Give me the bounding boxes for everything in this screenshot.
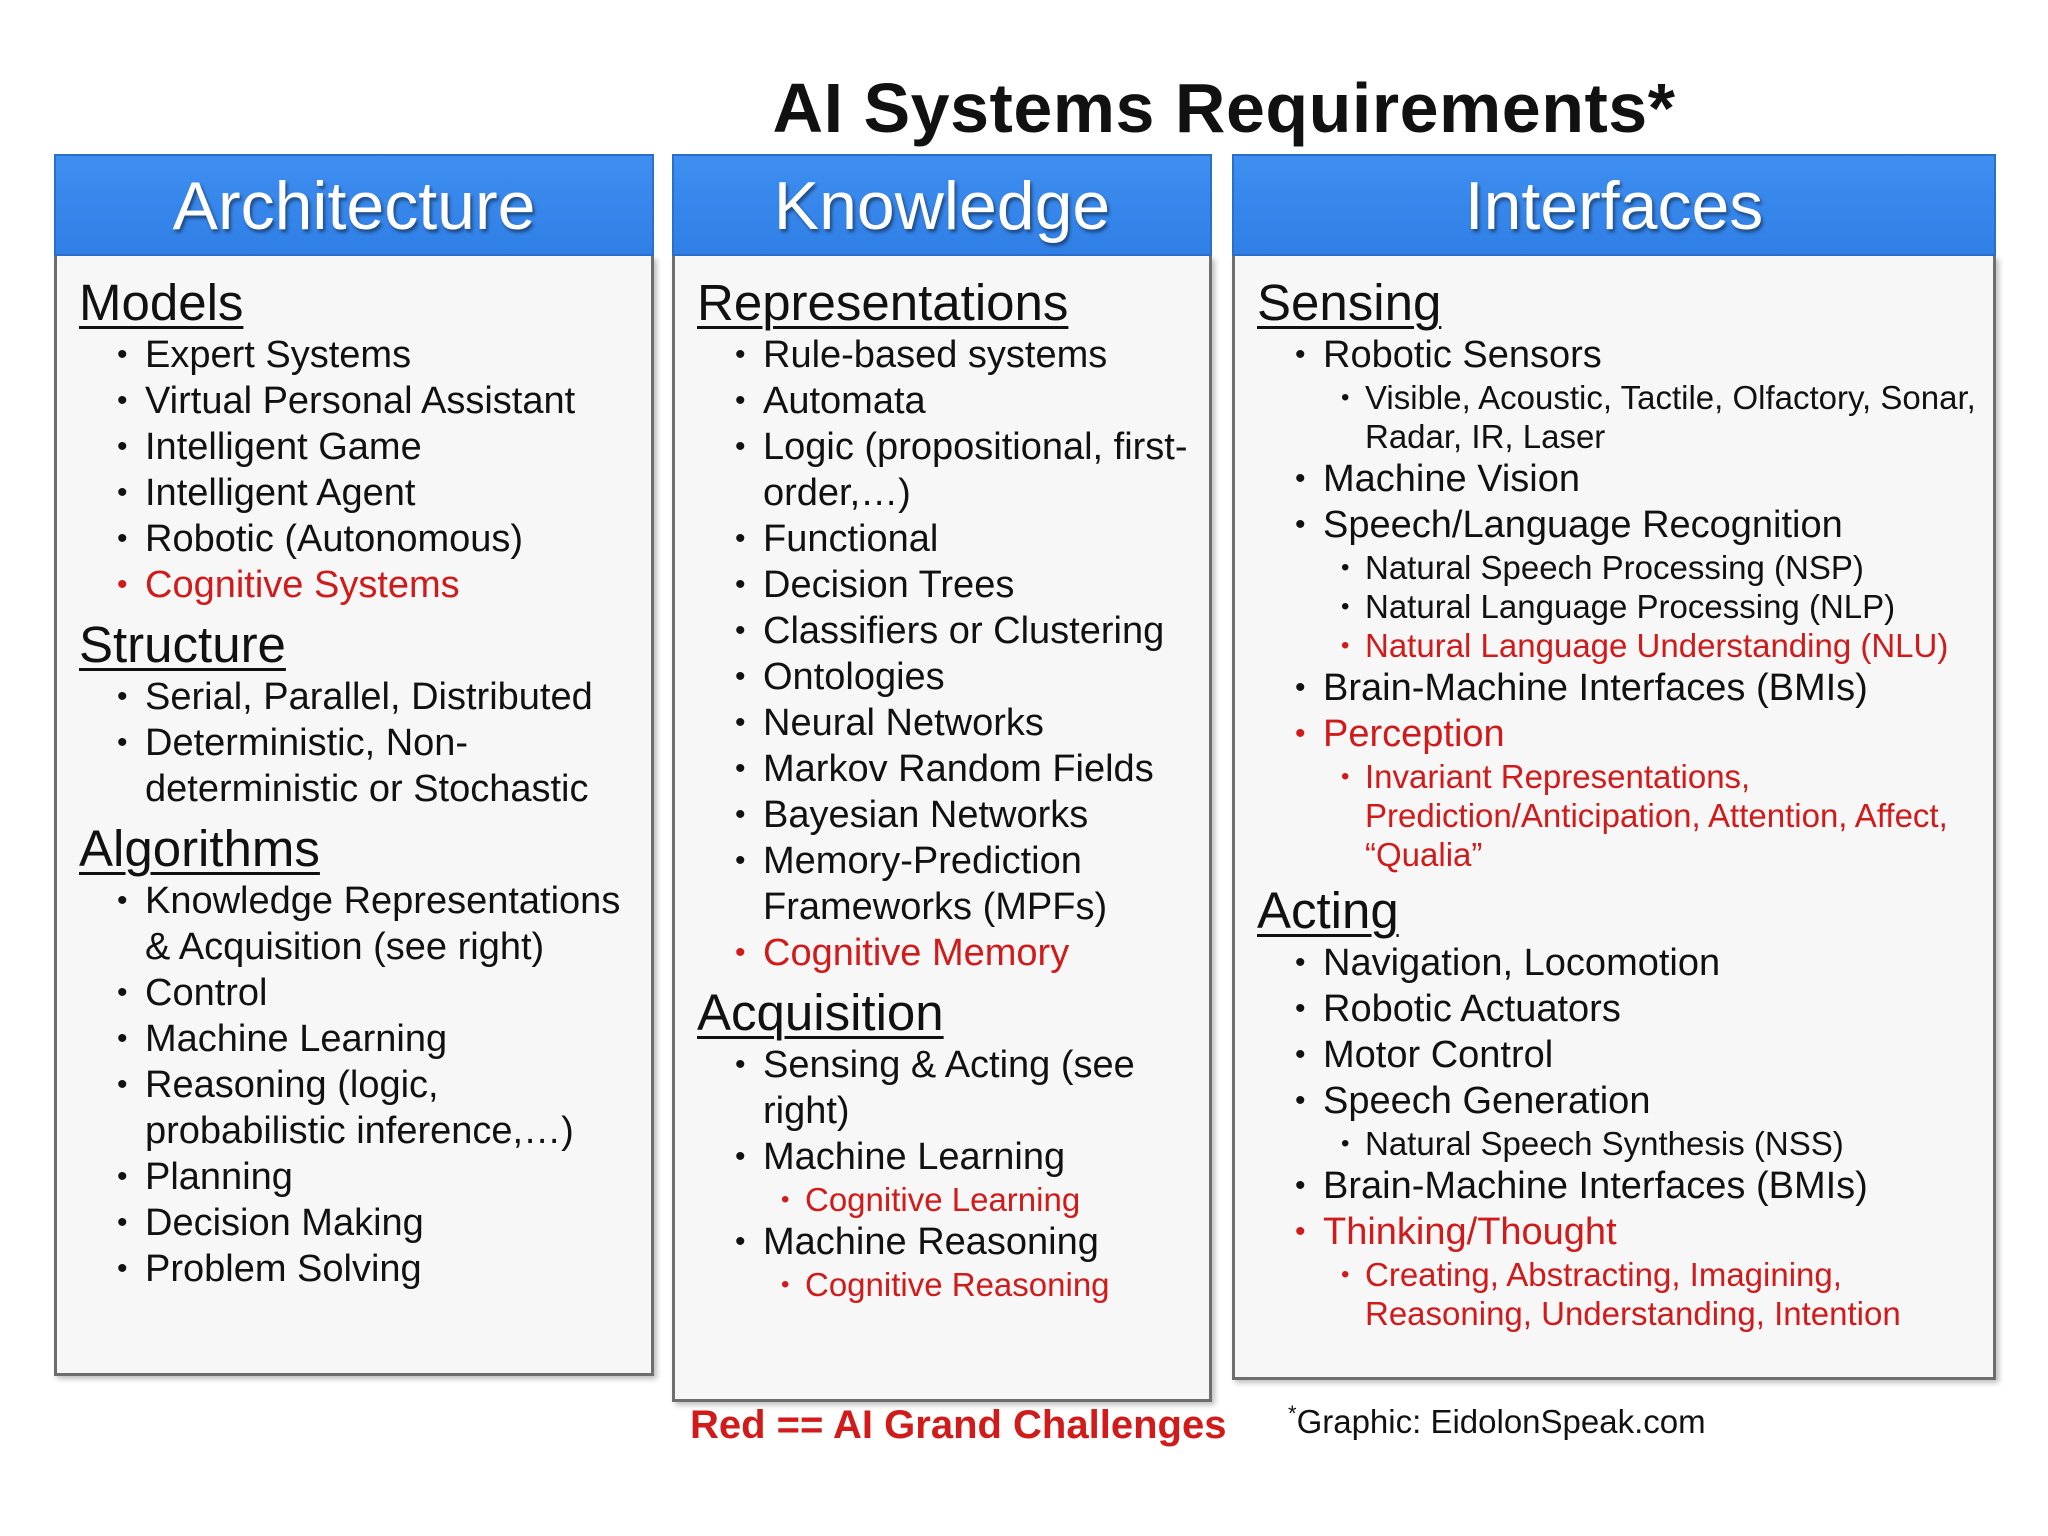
bullet-item: • Knowledge Representations & Acquisition (see right) (79, 878, 637, 970)
bullet-item: • Machine Learning (79, 1016, 637, 1062)
sub-bullet-item: • Creating, Abstracting, Imagining, Reasoning, Understanding, Intention (1257, 1255, 1979, 1333)
section-heading: Representations (697, 274, 1069, 331)
bullet-list (79, 878, 637, 1292)
bullet-item: • Brain-Machine Interfaces (BMIs) (1257, 1163, 1979, 1209)
legend-note: Red == AI Grand Challenges (690, 1403, 1227, 1447)
bullet-item: • Intelligent Agent (79, 470, 637, 516)
section-heading: Structure (79, 616, 286, 673)
bullet-item: • Decision Trees (697, 562, 1195, 608)
bullet-item: • Cognitive Systems (79, 562, 637, 608)
bullet-item: • Navigation, Locomotion (1257, 940, 1979, 986)
bullet-list (1257, 940, 1979, 1333)
bullet-item: • Memory-Prediction Frameworks (MPFs) (697, 838, 1195, 930)
column-body (672, 256, 1212, 1402)
bullet-item: • Intelligent Game (79, 424, 637, 470)
column-header: Interfaces (1232, 154, 1996, 256)
bullet-item: • Expert Systems (79, 332, 637, 378)
bullet-item: • Bayesian Networks (697, 792, 1195, 838)
bullet-item: • Virtual Personal Assistant (79, 378, 637, 424)
bullet-item: • Brain-Machine Interfaces (BMIs) (1257, 665, 1979, 711)
sub-bullet-item: • Cognitive Learning (697, 1180, 1195, 1219)
bullet-item: • Control (79, 970, 637, 1016)
column-body (54, 256, 654, 1376)
credit-asterisk: * (1288, 1401, 1297, 1426)
page-title: AI Systems Requirements* (772, 69, 1676, 147)
bullet-item: • Problem Solving (79, 1246, 637, 1292)
bullet-item: • Automata (697, 378, 1195, 424)
column-knowledge (672, 154, 1212, 1402)
sub-bullet-item: • Natural Language Processing (NLP) (1257, 587, 1979, 626)
sub-bullet-item: • Natural Speech Synthesis (NSS) (1257, 1124, 1979, 1163)
bullet-item: • Markov Random Fields (697, 746, 1195, 792)
bullet-item: • Machine Learning (697, 1134, 1195, 1180)
bullet-item: • Neural Networks (697, 700, 1195, 746)
bullet-list (697, 1042, 1195, 1304)
bullet-item: • Classifiers or Clustering (697, 608, 1195, 654)
sub-bullet-item: • Natural Speech Processing (NSP) (1257, 548, 1979, 587)
graphic-credit (1288, 1392, 1706, 1444)
section-heading: Acting (1257, 882, 1399, 939)
bullet-item: • Speech/Language Recognition (1257, 502, 1979, 548)
sub-bullet-item: • Cognitive Reasoning (697, 1265, 1195, 1304)
credit-text: Graphic: EidolonSpeak.com (1296, 1403, 1706, 1440)
bullet-item: • Planning (79, 1154, 637, 1200)
section-heading: Sensing (1257, 274, 1442, 331)
bullet-item: • Decision Making (79, 1200, 637, 1246)
bullet-item: • Rule-based systems (697, 332, 1195, 378)
sub-bullet-item: • Visible, Acoustic, Tactile, Olfactory, Sonar, Radar, IR, Laser (1257, 378, 1979, 456)
column-interfaces (1232, 154, 1996, 1380)
bullet-item: • Speech Generation (1257, 1078, 1979, 1124)
bullet-item: • Sensing & Acting (see right) (697, 1042, 1195, 1134)
bullet-item: • Serial, Parallel, Distributed (79, 674, 637, 720)
bullet-item: • Perception (1257, 711, 1979, 757)
bullet-item: • Robotic Actuators (1257, 986, 1979, 1032)
bullet-item: • Reasoning (logic, probabilistic inference,…) (79, 1062, 637, 1154)
bullet-item: • Cognitive Memory (697, 930, 1195, 976)
section-heading: Acquisition (697, 984, 944, 1041)
column-architecture (54, 154, 654, 1376)
sub-bullet-item: • Natural Language Understanding (NLU) (1257, 626, 1979, 665)
bullet-item: • Functional (697, 516, 1195, 562)
bullet-item: • Robotic (Autonomous) (79, 516, 637, 562)
sub-bullet-item: • Invariant Representations, Prediction/Anticipation, Attention, Affect, “Qualia” (1257, 757, 1979, 874)
bullet-item: • Machine Vision (1257, 456, 1979, 502)
bullet-item: • Motor Control (1257, 1032, 1979, 1078)
bullet-item: • Ontologies (697, 654, 1195, 700)
bullet-list (697, 332, 1195, 976)
column-header: Knowledge (672, 154, 1212, 256)
bullet-item: • Machine Reasoning (697, 1219, 1195, 1265)
bullet-item: • Deterministic, Non-deterministic or Stochastic (79, 720, 637, 812)
section-heading: Models (79, 274, 244, 331)
bullet-list (79, 674, 637, 812)
column-header: Architecture (54, 154, 654, 256)
bullet-list (79, 332, 637, 608)
bullet-item: • Thinking/Thought (1257, 1209, 1979, 1255)
column-body (1232, 256, 1996, 1380)
bullet-item: • Robotic Sensors (1257, 332, 1979, 378)
bullet-item: • Logic (propositional, first-order,…) (697, 424, 1195, 516)
section-heading: Algorithms (79, 820, 320, 877)
bullet-list (1257, 332, 1979, 874)
